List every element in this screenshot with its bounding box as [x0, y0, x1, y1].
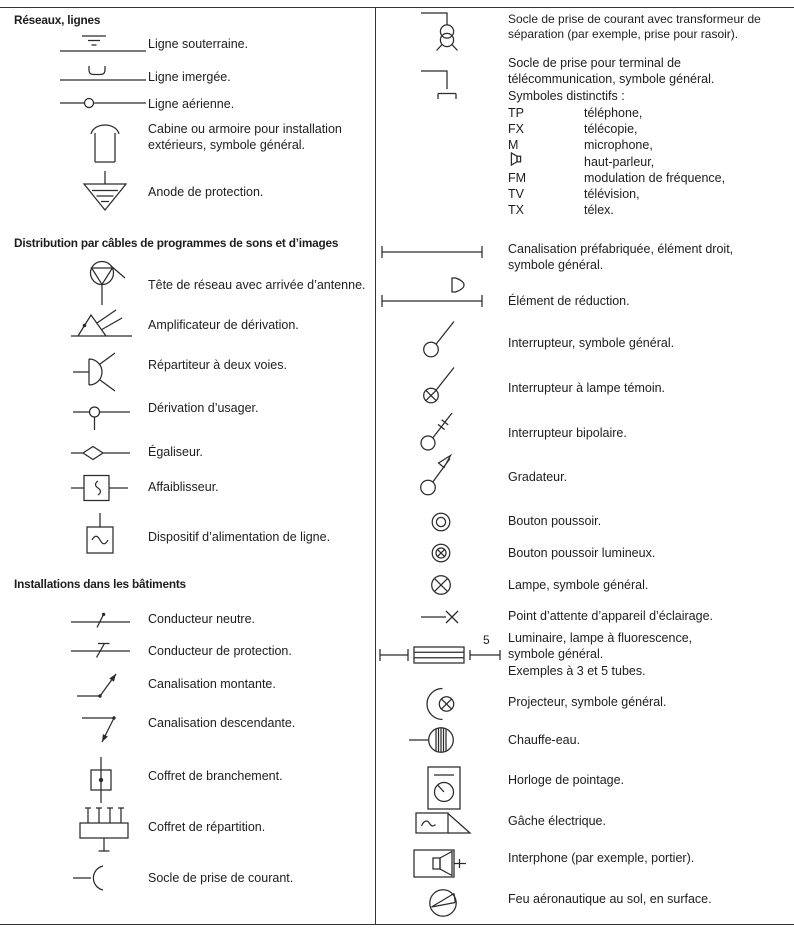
distinctive-code: M: [508, 138, 519, 152]
two-way-splitter-symbol: [72, 350, 124, 394]
distinctive-label: télex.: [584, 203, 614, 217]
user-tap-symbol: [72, 402, 132, 432]
legend-label: Canalisation descendante.: [148, 716, 296, 730]
intercom-symbol: [412, 845, 472, 883]
aerial-line-symbol: [58, 88, 148, 118]
lighting-outlet-waiting-point-symbol: [420, 608, 464, 626]
legend-sublabel: Symboles distinctifs :: [508, 89, 625, 103]
push-button-illuminated-symbol: [428, 540, 454, 566]
push-button-symbol: [428, 509, 454, 535]
outdoor-cabinet-symbol: [88, 120, 122, 164]
equalizer-symbol: [70, 442, 132, 464]
legend-label: Dispositif d’alimentation de ligne.: [148, 530, 331, 544]
service-entrance-box-symbol: [84, 756, 118, 804]
legend-label: Interphone (par exemple, portier).: [508, 851, 695, 865]
section-title: Réseaux, lignes: [14, 13, 101, 27]
switch-pilot-lamp-symbol: [420, 362, 460, 406]
legend-label: Canalisation préfabriquée, élément droit, symbole général.: [508, 242, 734, 272]
legend-label: Coffret de répartition.: [148, 820, 266, 834]
legend-label: Projecteur, symbole général.: [508, 695, 667, 709]
legend-label: Anode de protection.: [148, 185, 264, 199]
distinctive-label: télécopie,: [584, 122, 638, 136]
legend-label: Feu aéronautique au sol, en surface.: [508, 892, 712, 906]
electric-strike-symbol: [414, 810, 472, 836]
legend-label: Ligne souterraine.: [148, 37, 249, 51]
distinctive-code: TV: [508, 187, 524, 201]
telecom-socket-symbol: [420, 68, 474, 102]
legend-label: Cabine ou armoire pour installation extérieurs, symbole général.: [148, 122, 342, 152]
time-clock-symbol: [424, 765, 464, 811]
legend-label: Chauffe-eau.: [508, 733, 581, 747]
legend-label: Élément de réduction.: [508, 294, 630, 308]
legend-label: Canalisation montante.: [148, 677, 276, 691]
tube-count-label: 5: [483, 633, 490, 647]
aeronautical-ground-light-symbol: [426, 886, 460, 920]
legend-label: Conducteur de protection.: [148, 644, 292, 658]
lamp-general-symbol: [428, 572, 454, 598]
legend-label: Socle de prise de courant.: [148, 871, 294, 885]
legend-label: Gâche électrique.: [508, 814, 606, 828]
legend-label: Socle de prise de courant avec transformeur de séparation (par exemple, prise pour rasoir).: [508, 12, 761, 42]
legend-label: Tête de réseau avec arrivée d’antenne.: [148, 278, 366, 292]
legend-label: Interrupteur bipolaire.: [508, 426, 627, 440]
descending-duct-symbol: [76, 712, 126, 746]
distinctive-code: FM: [508, 171, 527, 185]
top-rule: [0, 7, 794, 8]
distinctive-code: FX: [508, 122, 524, 136]
legend-label: Luminaire, lampe à fluorescence, symbole général.: [508, 631, 693, 661]
socket-outlet-symbol: [72, 863, 118, 893]
section-title: Installations dans les bâtiments: [14, 577, 186, 591]
legend-label: Égaliseur.: [148, 445, 203, 459]
submerged-line-symbol: [58, 56, 148, 86]
legend-label: Interrupteur, symbole général.: [508, 336, 675, 350]
speaker-icon: [508, 152, 524, 166]
legend-label: Horloge de pointage.: [508, 773, 625, 787]
branch-amplifier-symbol: [70, 306, 134, 340]
legend-label: Ligne imergée.: [148, 70, 231, 84]
legend-label: Ligne aérienne.: [148, 97, 235, 111]
distribution-box-symbol: [74, 801, 134, 855]
distinctive-code: TP: [508, 106, 524, 120]
switch-general-symbol: [420, 318, 460, 360]
distinctive-label: haut-parleur,: [584, 155, 655, 169]
legend-sublabel: Exemples à 3 et 5 tubes.: [508, 664, 646, 678]
legend-label: Coffret de branchement.: [148, 769, 283, 783]
legend-label: Gradateur.: [508, 470, 568, 484]
column-divider: [375, 7, 376, 924]
prefab-duct-symbol: [380, 242, 484, 262]
distinctive-label: téléphone,: [584, 106, 643, 120]
legend-label: Amplificateur de dérivation.: [148, 318, 299, 332]
legend-label: Dérivation d’usager.: [148, 401, 259, 415]
neutral-conductor-symbol: [70, 608, 132, 634]
protective-conductor-symbol: [70, 636, 132, 662]
legend-label: Bouton poussoir lumineux.: [508, 546, 656, 560]
legend-label: Socle de prise pour terminal de télécommunication, symbole général.: [508, 56, 715, 86]
legend-label: Conducteur neutre.: [148, 612, 256, 626]
legend-label: Point d’attente d’appareil d’éclairage.: [508, 609, 713, 623]
section-title: Distribution par câbles de programmes de sons et d’images: [14, 236, 339, 250]
isolating-transformer-socket-symbol: [420, 10, 474, 56]
water-heater-symbol: [408, 725, 460, 755]
floodlight-symbol: [420, 686, 460, 722]
dimmer-symbol: [418, 450, 460, 496]
distinctive-label: modulation de fréquence,: [584, 171, 726, 185]
underground-line-symbol: [58, 28, 148, 58]
legend-label: Interrupteur à lampe témoin.: [508, 381, 666, 395]
legend-label: Bouton poussoir.: [508, 514, 602, 528]
legend-label: Lampe, symbole général.: [508, 578, 649, 592]
switch-bipolar-symbol: [418, 408, 460, 452]
legend-label: Répartiteur à deux voies.: [148, 358, 287, 372]
line-power-device-symbol: [82, 512, 118, 556]
reduction-element-symbol: [380, 275, 484, 311]
distinctive-label: télévision,: [584, 187, 640, 201]
bottom-rule: [0, 924, 794, 925]
attenuator-symbol: [70, 472, 130, 504]
legend-label: Affaiblisseur.: [148, 480, 219, 494]
network-head-symbol: [80, 258, 132, 308]
rising-duct-symbol: [76, 668, 126, 700]
protection-anode-symbol: [75, 170, 135, 214]
distinctive-label: microphone,: [584, 138, 653, 152]
distinctive-code: TX: [508, 203, 524, 217]
